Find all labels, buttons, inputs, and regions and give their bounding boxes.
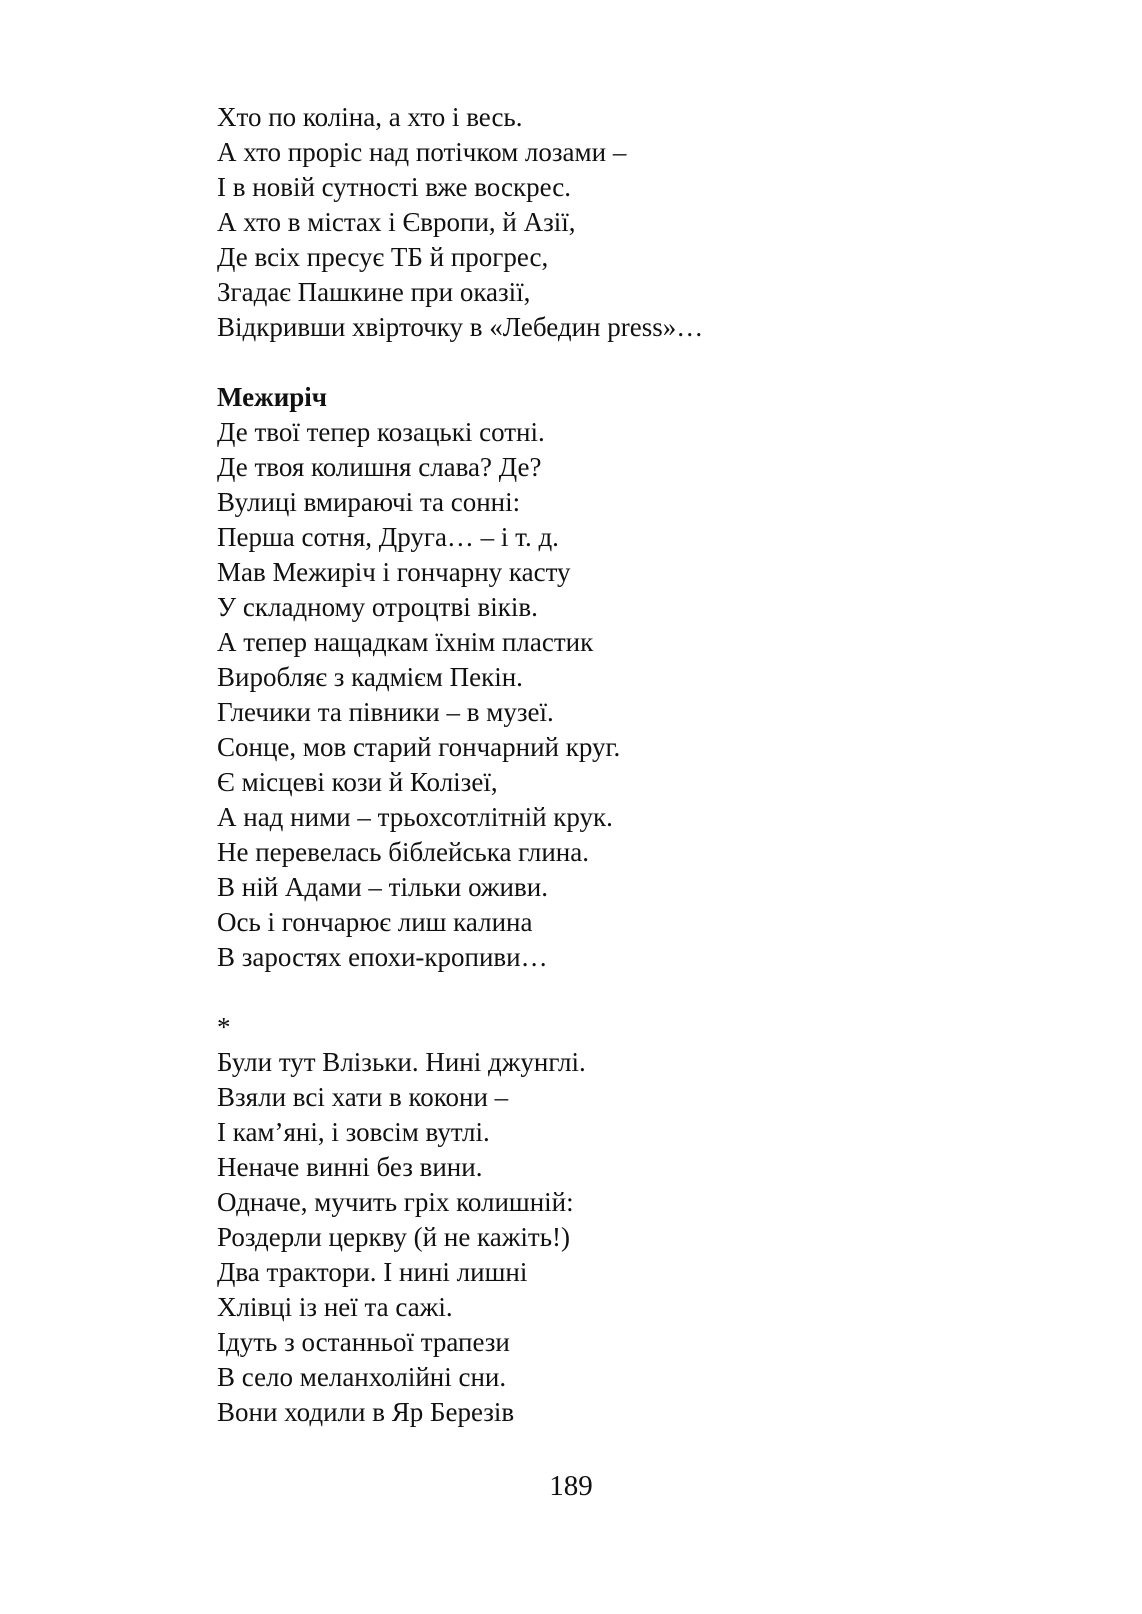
poem-mezhyrich <box>217 380 997 975</box>
poem-line: Вони ходили в Яр Березів <box>217 1397 515 1427</box>
poem-line: І кам’яні, і зовсім вутлі. <box>217 1117 490 1147</box>
poem-line: Де твоя колишня слава? Де? <box>217 452 542 482</box>
poem-line: У складному отроцтві віків. <box>217 592 538 622</box>
poem-line: Де всіх пресує ТБ й прогрес, <box>217 242 549 272</box>
poem-asterisk-title: * <box>217 1012 231 1042</box>
poem-continuation <box>217 100 997 345</box>
poem-line: Відкривши хвірточку в «Лебедин press»… <box>217 312 704 342</box>
page-number: 189 <box>549 1470 593 1502</box>
stanza-gap <box>217 975 997 1010</box>
poem-line: Неначе винні без вини. <box>217 1152 483 1182</box>
poem-line: А хто в містах і Європи, й Азії, <box>217 207 576 237</box>
poem-line: Хто по коліна, а хто і весь. <box>217 102 523 132</box>
poem-line: Глечики та півники – в музеї. <box>217 697 554 727</box>
poem-line: Виробляє з кадмієм Пекін. <box>217 662 523 692</box>
stanza-gap <box>217 345 997 380</box>
poem-line: Хлівці із неї та сажі. <box>217 1292 453 1322</box>
poem-line: Взяли всі хати в кокони – <box>217 1082 509 1112</box>
poem-line: В ній Адами – тільки оживи. <box>217 872 548 902</box>
poem-vlizky <box>217 1010 997 1430</box>
poem-line: Вулиці вмираючі та сонні: <box>217 487 521 517</box>
poem-line: В заростях епохи-кропиви… <box>217 942 548 972</box>
poem-line: Ось і гончарює лиш калина <box>217 907 533 937</box>
poem-line: Сонце, мов старий гончарний круг. <box>217 732 621 762</box>
poem-line: А тепер нащадкам їхнім пластик <box>217 627 594 657</box>
poem-line: Є місцеві кози й Колізеї, <box>217 767 498 797</box>
poem-line: В село меланхолійні сни. <box>217 1362 507 1392</box>
poem-line: Де твої тепер козацькі сотні. <box>217 417 545 447</box>
poem-line: Два трактори. І нині лишні <box>217 1257 528 1287</box>
poem-line: Ідуть з останньої трапези <box>217 1327 510 1357</box>
poem-line: Одначе, мучить гріх колишній: <box>217 1187 574 1217</box>
poem-line: Роздерли церкву (й не кажіть!) <box>217 1222 571 1252</box>
poem-line: І в новій сутності вже воскрес. <box>217 172 571 202</box>
poem-line: Мав Межиріч і гончарну касту <box>217 557 571 587</box>
poem-line: Згадає Пашкине при оказії, <box>217 277 531 307</box>
poem-line: Перша сотня, Друга… – і т. д. <box>217 522 559 552</box>
poem-title: Межиріч <box>217 382 327 412</box>
poem-line: Були тут Влізьки. Нині джунглі. <box>217 1047 586 1077</box>
poem-line: А над ними – трьохсотлітній крук. <box>217 802 613 832</box>
poem-text-block <box>217 100 997 1430</box>
poem-line: А хто проріс над потічком лозами – <box>217 137 627 167</box>
poem-line: Не перевелась біблейська глина. <box>217 837 589 867</box>
